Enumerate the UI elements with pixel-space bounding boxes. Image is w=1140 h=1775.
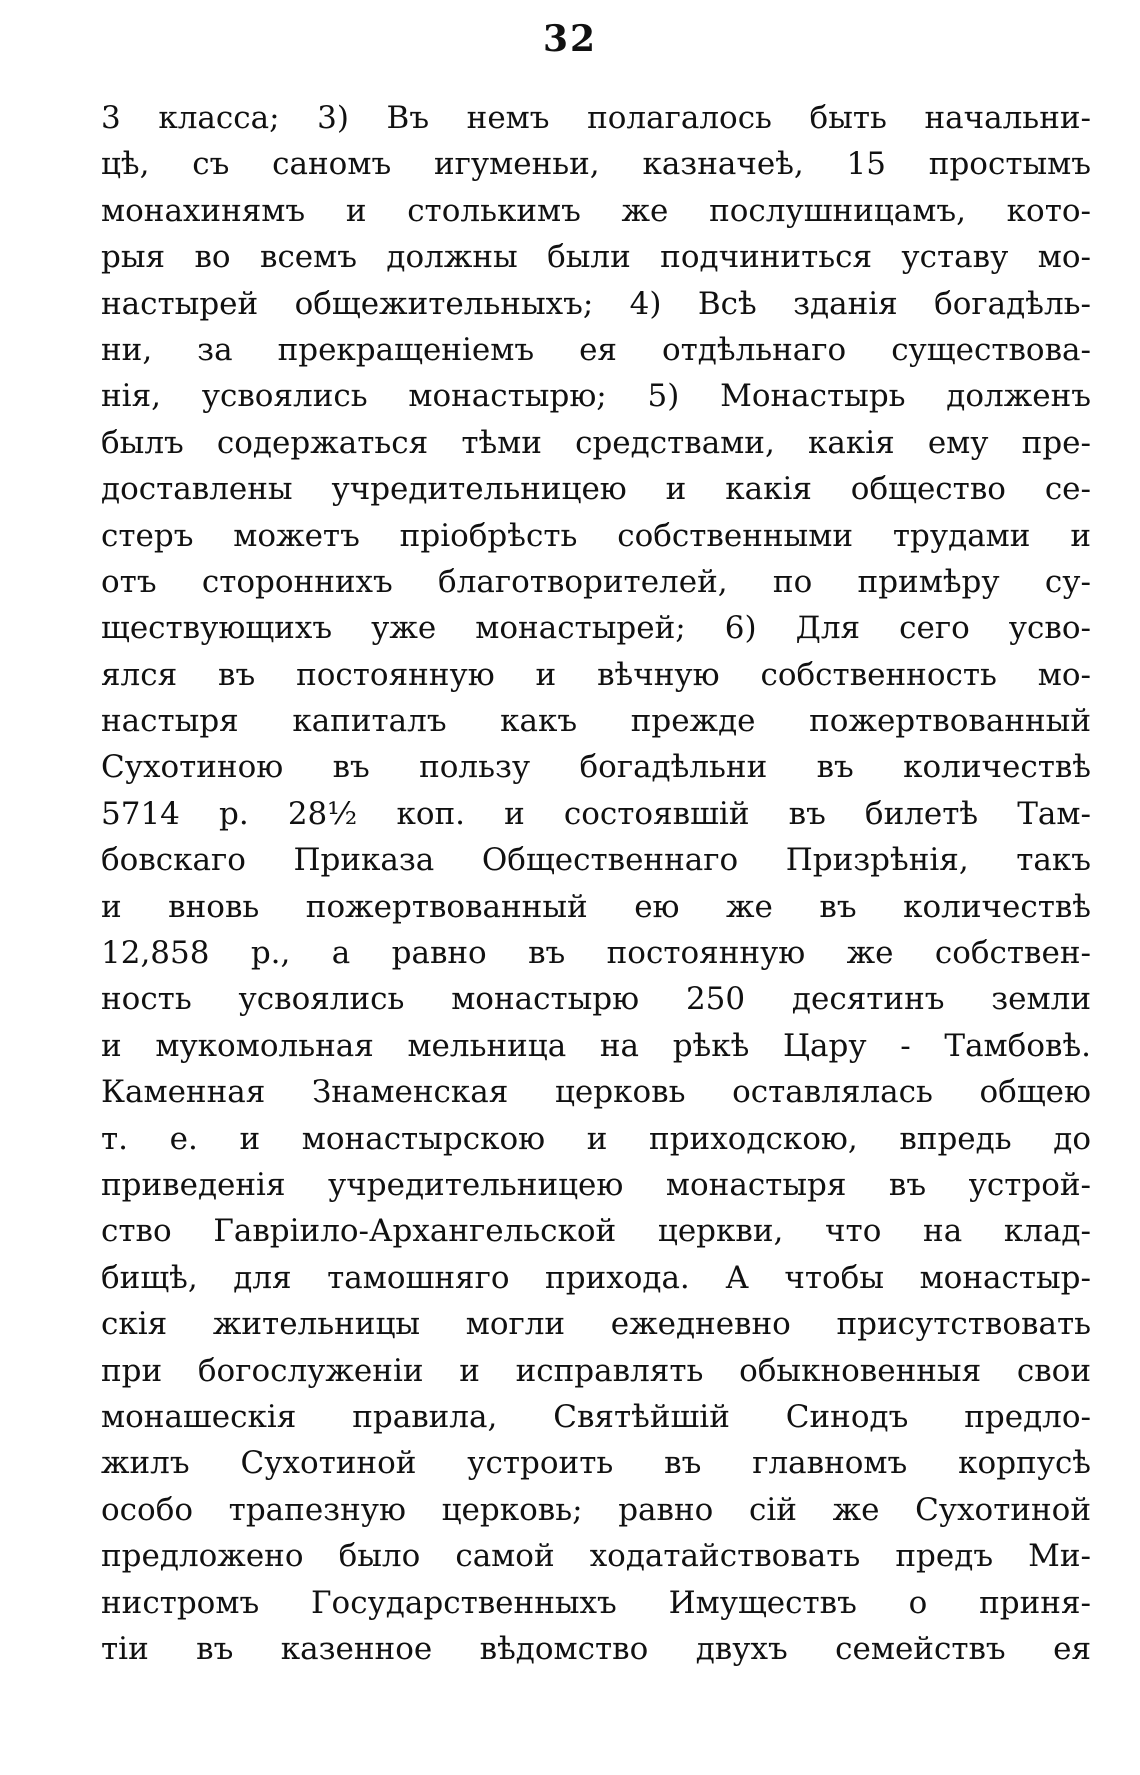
text-line: Сухотиною въ пользу богадѣльни въ количествѣ [101, 749, 1091, 786]
text-line: нія, усвоялись монастырю; 5) Монастырь долженъ [101, 378, 1091, 415]
text-line: тіи въ казенное вѣдомство двухъ семействъ ея [101, 1630, 1091, 1667]
text-line: 5714 р. 28½ коп. и состоявшій въ билетѣ Там- [101, 795, 1091, 832]
text-line: т. е. и монастырскою и приходскою, впредь до [101, 1120, 1091, 1157]
text-line: ялся въ постоянную и вѣчную собственность мо- [101, 656, 1091, 693]
text-line: ни, за прекращеніемъ ея отдѣльнаго существова- [101, 331, 1091, 368]
text-line: настырей общежительныхъ; 4) Всѣ зданія богадѣль- [101, 285, 1091, 322]
text-line: предложено было самой ходатайствовать предъ Ми- [101, 1538, 1091, 1575]
text-line: нистромъ Государственныхъ Имуществъ о приня- [101, 1584, 1091, 1621]
text-line: бищѣ, для тамошняго прихода. А чтобы монастыр- [101, 1259, 1091, 1296]
text-line: ществующихъ уже монастырей; 6) Для сего усво- [101, 610, 1091, 647]
page-number: 32 [542, 18, 598, 60]
text-line: жилъ Сухотиной устроить въ главномъ корпусѣ [101, 1445, 1091, 1482]
text-line: 12,858 р., а равно въ постоянную же собствен- [101, 935, 1091, 972]
text-line: монашескія правила, Святѣйшій Синодъ предло- [101, 1398, 1091, 1435]
text-line: ность усвоялись монастырю 250 десятинъ земли [101, 981, 1091, 1018]
text-line: цѣ, съ саномъ игуменьи, казначеѣ, 15 простымъ [101, 146, 1091, 183]
text-line: особо трапезную церковь; равно сій же Сухотиной [101, 1491, 1091, 1528]
text-line: скія жительницы могли ежедневно присутствовать [101, 1306, 1091, 1343]
text-line: и вновь пожертвованный ею же въ количествѣ [101, 888, 1091, 925]
text-line: былъ содержаться тѣми средствами, какія ему пре- [101, 424, 1091, 461]
text-line: при богослуженіи и исправлять обыкновенныя свои [101, 1352, 1091, 1389]
text-line: Каменная Знаменская церковь оставлялась общею [101, 1074, 1091, 1111]
text-line: бовскаго Приказа Общественнаго Призрѣнія, такъ [101, 842, 1091, 879]
text-line: стеръ можетъ пріобрѣсть собственными трудами и [101, 517, 1091, 554]
body-text [101, 95, 1091, 1672]
text-line: 3 класса; 3) Въ немъ полагалось быть начальни- [101, 100, 1091, 136]
text-line: приведенія учредительницею монастыря въ устрой- [101, 1166, 1091, 1203]
text-line: и мукомольная мельница на рѣкѣ Цару - Тамбовѣ. [101, 1027, 1091, 1064]
text-line: настыря капиталъ какъ прежде пожертвованный [101, 703, 1091, 740]
text-line: ство Гавріило-Архангельской церкви, что на клад- [101, 1213, 1091, 1250]
text-line: отъ стороннихъ благотворителей, по примѣру су- [101, 563, 1091, 600]
text-line: монахинямъ и столькимъ же послушницамъ, кото- [101, 192, 1091, 229]
text-line: рыя во всемъ должны были подчиниться уставу мо- [101, 239, 1091, 276]
text-line: доставлены учредительницею и какія общество се- [101, 471, 1091, 508]
